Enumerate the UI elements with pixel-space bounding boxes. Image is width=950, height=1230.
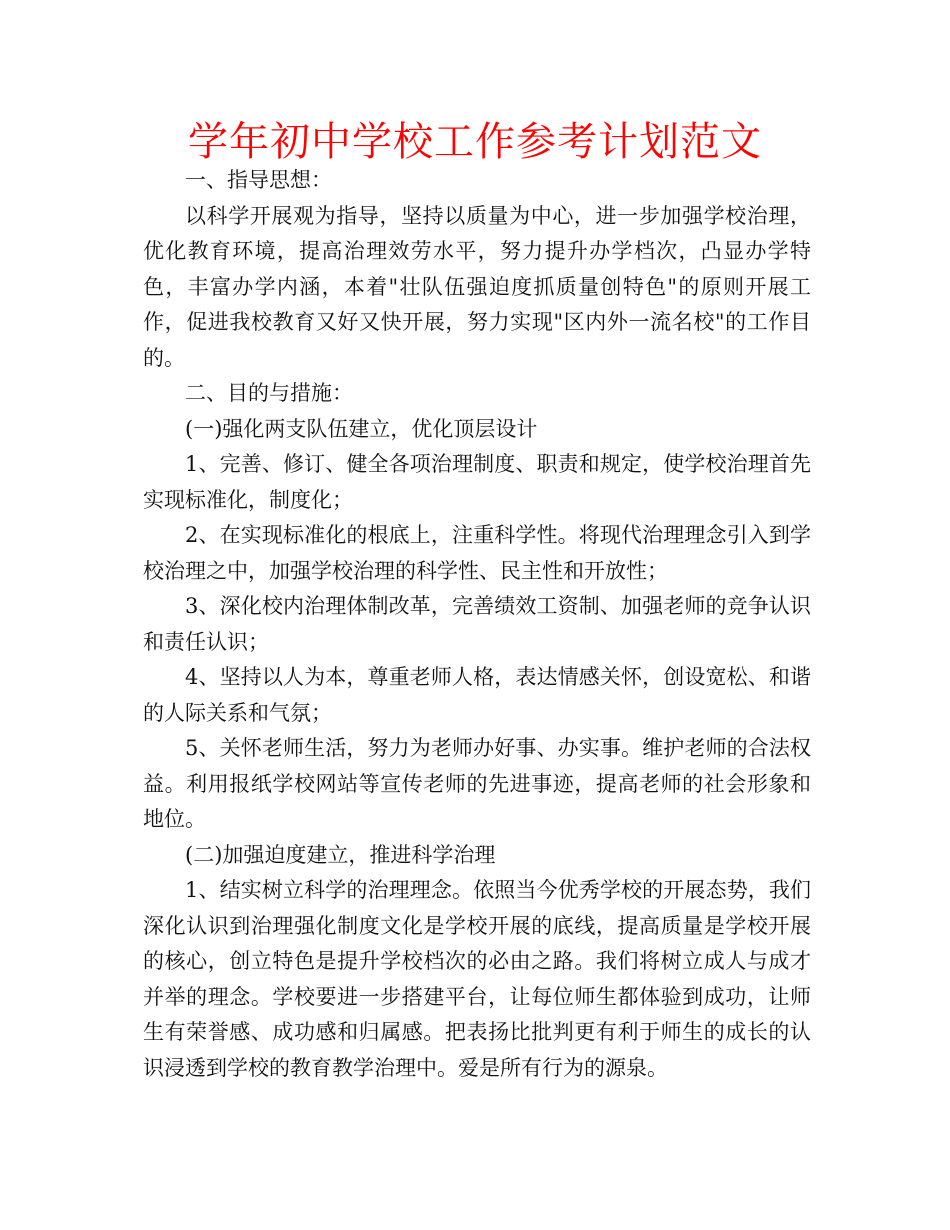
document-body [143,163,811,1086]
paragraph-guiding-content: 以科学开展观为指导，坚持以质量为中心，进一步加强学校治理，优化教育环境，提高治理效劳水平，努力提升办学档次，凸显办学特色，丰富办学内涵，本着"壮队伍强迫度抓质量创特色"的原则开展工作，促进我校教育又好又快开展，努力实现"区内外一流名校"的工作目的。 [143,203,811,370]
paragraph-goals-heading: 二、目的与措施： [185,381,353,405]
paragraph-item-5: 5、关怀老师生活，努力为老师办好事、办实事。维护老师的合法权益。利用报纸学校网站等宣传老师的先进事迹，提高老师的社会形象和地位。 [143,736,811,831]
paragraph-guiding-heading: 一、指导思想： [185,168,332,192]
paragraph-item-4: 4、坚持以人为本，尊重老师人格，表达情感关怀，创设宽松、和谐的人际关系和气氛； [143,665,811,725]
paragraph-item-2: 2、在实现标准化的根底上，注重科学性。将现代治理理念引入到学校治理之中，加强学校治理的科学性、民主性和开放性； [143,523,811,583]
paragraph-section-two-heading: (二)加强迫度建立，推进科学治理 [185,842,496,867]
document-title: 学年初中学校工作参考计划范文 [188,119,762,165]
paragraph-section-one-heading: (一)强化两支队伍建立，优化顶层设计 [185,416,538,441]
paragraph-section-two-item-1: 1、结实树立科学的治理理念。依照当今优秀学校的开展态势，我们深化认识到治理强化制度文化是学校开展的底线，提高质量是学校开展的核心，创立特色是提升学校档次的必由之路。我们将树立成人与成才并举的理念。学校要进一步搭建平台，让每位师生都体验到成功，让师生有荣誉感、成功感和归属感。把表扬比批判更有利于师生的成长的认识浸透到学校的教育教学治理中。爱是所有行为的源泉。 [143,878,811,1080]
paragraph-item-1: 1、完善、修订、健全各项治理制度、职责和规定，使学校治理首先实现标准化，制度化； [143,452,811,512]
paragraph-item-3: 3、深化校内治理体制改革，完善绩效工资制、加强老师的竞争认识和责任认识； [143,594,811,654]
